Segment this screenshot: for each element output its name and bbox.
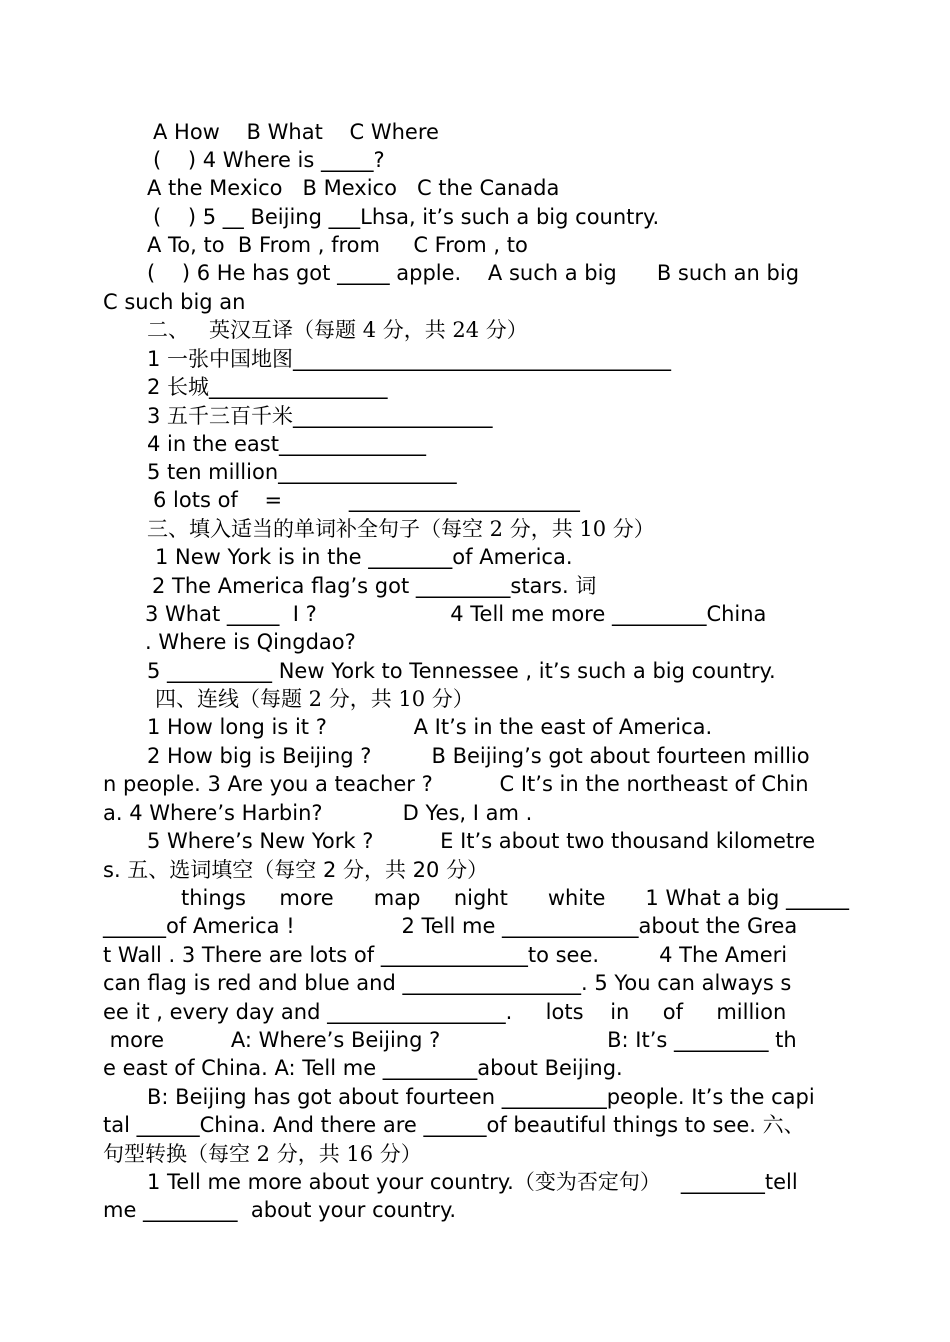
text-line: can flag is red and blue and _________________. 5 You can always s bbox=[103, 971, 792, 995]
text-line: 2 How big is Beijing ? B Beijing’s got about fourteen millio bbox=[147, 744, 810, 768]
text-line: A To, to B From , from C From , to bbox=[147, 233, 528, 257]
text-line: ______of America ! 2 Tell me _____________about the Grea bbox=[103, 914, 798, 938]
text-line: 3 五千三百千米___________________ bbox=[147, 404, 493, 428]
text-line: C such big an bbox=[103, 290, 246, 314]
text-line: more A: Where’s Beijing ? B: It’s _________ th bbox=[103, 1028, 797, 1052]
text-line: a. 4 Where’s Harbin? D Yes, I am . bbox=[103, 801, 533, 825]
text-line: 3 What _____ I ? 4 Tell me more _________China bbox=[145, 602, 767, 626]
text-line: 4 in the east______________ bbox=[147, 432, 426, 456]
text-line: t Wall . 3 There are lots of ______________to see. 4 The Ameri bbox=[103, 943, 788, 967]
text-line: ( ) 4 Where is _____? bbox=[153, 148, 385, 172]
text-line: 2 长城_________________ bbox=[147, 375, 388, 399]
text-line: things more map night white 1 What a big ______ bbox=[181, 886, 850, 910]
text-line: A the Mexico B Mexico C the Canada bbox=[147, 176, 560, 200]
text-line: 2 The America flag’s got _________stars. 词 bbox=[152, 574, 597, 598]
text-line: 5 Where’s New York ? E It’s about two thousand kilometre bbox=[147, 829, 816, 853]
text-line: A How B What C Where bbox=[153, 120, 439, 144]
section-heading: 二、 英汉互译（每题 4 分，共 24 分） bbox=[147, 318, 528, 342]
section-heading: 三、填入适当的单词补全句子（每空 2 分，共 10 分） bbox=[147, 517, 655, 541]
text-line: 1 New York is in the ________of America. bbox=[155, 545, 573, 569]
text-line: B: Beijing has got about fourteen __________people. It’s the capi bbox=[147, 1085, 815, 1109]
text-line: s. 五、选词填空（每空 2 分，共 20 分） bbox=[103, 858, 489, 882]
text-line: tal ______China. And there are ______of beautiful things to see. 六、 bbox=[103, 1113, 805, 1137]
text-line: 1 一张中国地图____________________________________ bbox=[147, 347, 672, 371]
text-line: 5 __________ New York to Tennessee , it’s such a big country. bbox=[147, 659, 776, 683]
text-line: ee it , every day and _________________. lots in of million bbox=[103, 1000, 787, 1024]
text-line: n people. 3 Are you a teacher ? C It’s in the northeast of Chin bbox=[103, 772, 809, 796]
text-line: . Where is Qingdao? bbox=[145, 630, 356, 654]
text-line: 6 lots of = ______________________ bbox=[153, 488, 580, 512]
text-line: 5 ten million_________________ bbox=[147, 460, 457, 484]
text-line: me _________ about your country. bbox=[103, 1198, 457, 1222]
text-line: e east of China. A: Tell me _________about Beijing. bbox=[103, 1056, 623, 1080]
text-line: 1 How long is it ? A It’s in the east of America. bbox=[147, 715, 713, 739]
section-heading: 四、连线（每题 2 分，共 10 分） bbox=[155, 687, 474, 711]
text-line: ( ) 6 He has got _____ apple. A such a big B such an big bbox=[147, 261, 800, 285]
text-line: ( ) 5 __ Beijing ___Lhsa, it’s such a big country. bbox=[153, 205, 660, 229]
section-heading: 句型转换（每空 2 分，共 16 分） bbox=[103, 1142, 422, 1166]
text-line: 1 Tell me more about your country.（变为否定句） ________tell bbox=[147, 1170, 798, 1194]
